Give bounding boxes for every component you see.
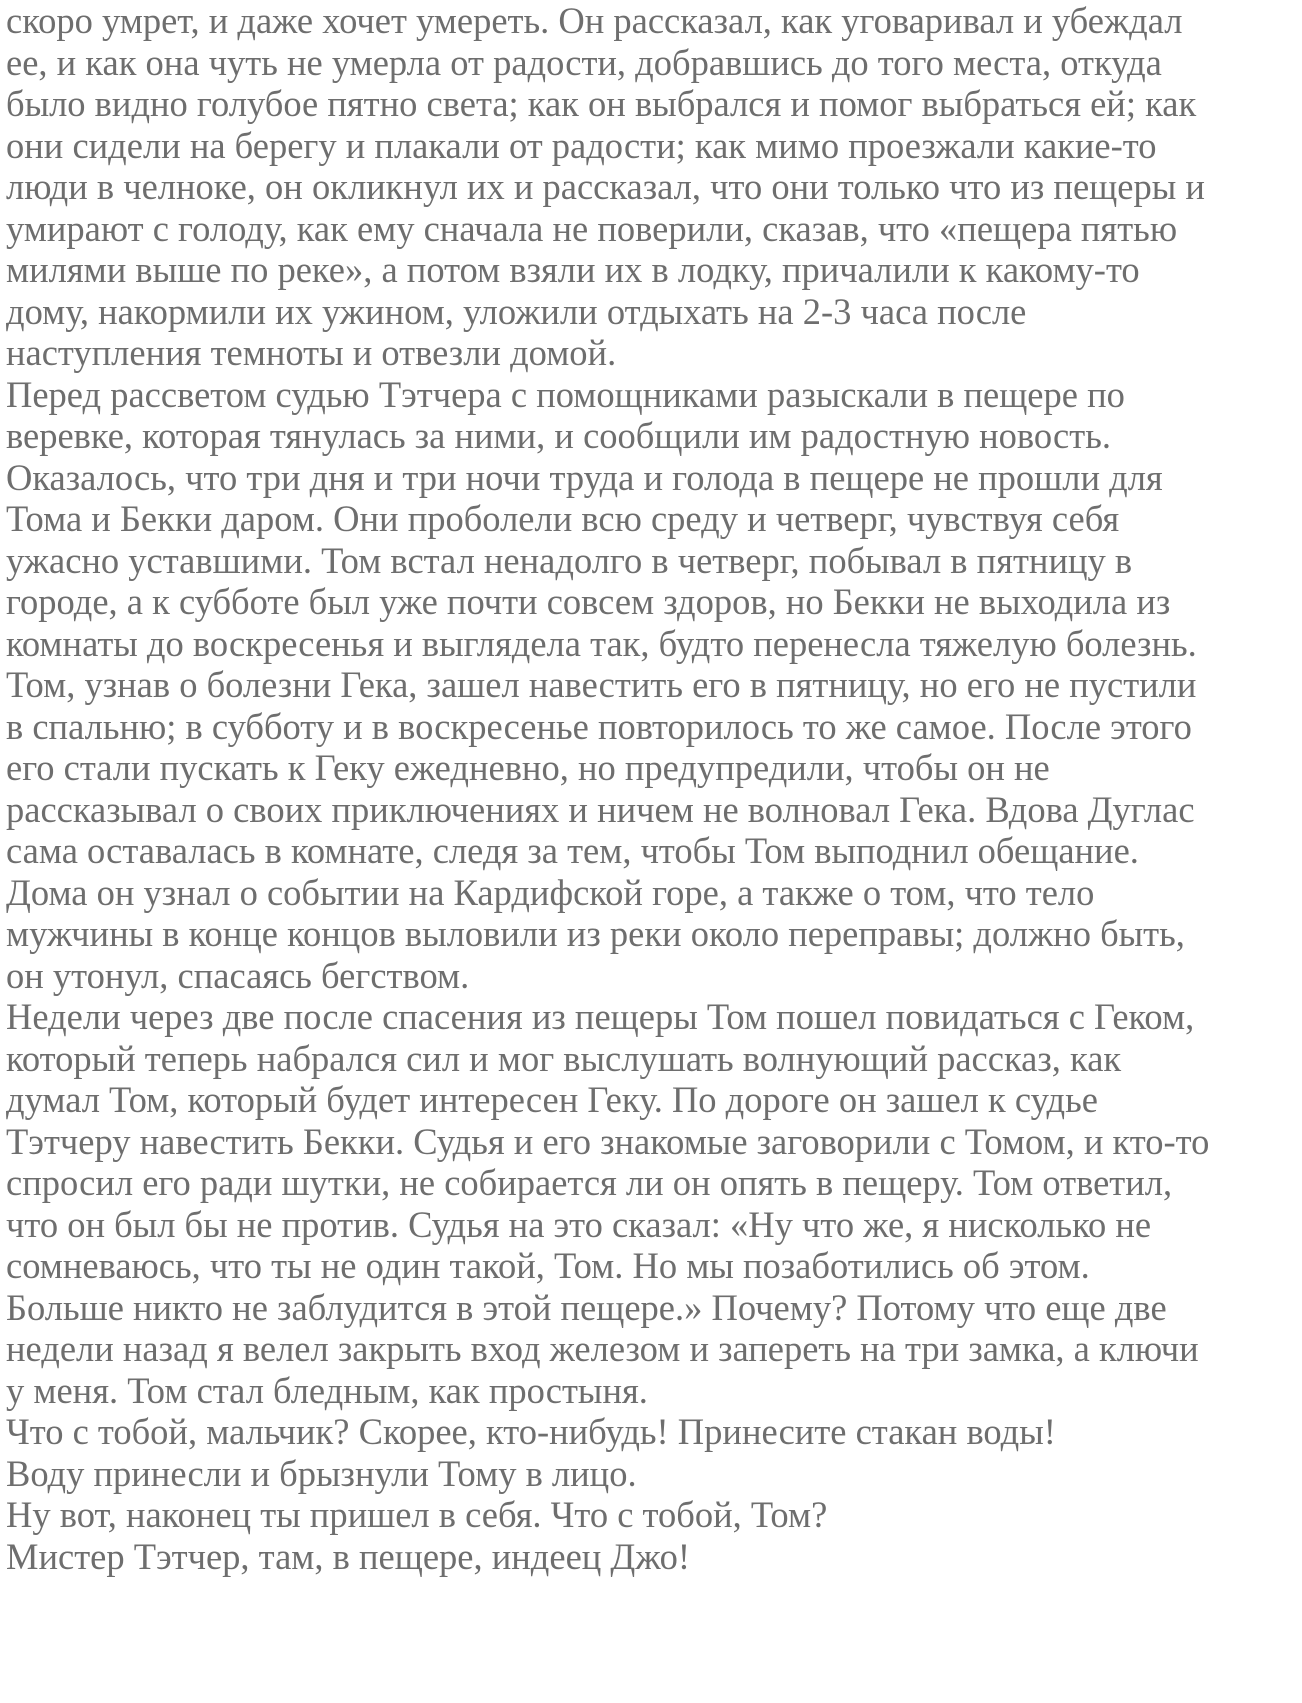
text-line: Ну вот, наконец ты пришел в себя. Что с тобой, Том? <box>6 1494 828 1535</box>
document-page <box>6 0 1296 1577</box>
text-line: сама оставалась в комнате, следя за тем, чтобы Том выподнил обещание. <box>6 830 1139 871</box>
text-line: они сидели на берегу и плакали от радости; как мимо проезжали какие-то <box>6 124 1157 166</box>
text-line: Тэтчеру навестить Бекки. Судья и его знакомые заговорили с Томом, и кто-то <box>6 1120 1210 1162</box>
text-line: Что с тобой, мальчик? Скорее, кто-нибудь! Принесите стакан воды! <box>6 1411 1056 1452</box>
text-line: веревке, которая тянулась за ними, и сообщили им радостную новость. <box>6 415 1111 456</box>
text-line: Тома и Бекки даром. Они проболели всю среду и четверг, чувствуя себя <box>6 498 1120 539</box>
text-line: Мистер Тэтчер, там, в пещере, индеец Джо! <box>6 1535 691 1577</box>
text-line: в спальню; в субботу и в воскресенье повторилось то же самое. После этого <box>6 705 1192 747</box>
text-line: сомневаюсь, что ты не один такой, Том. Но мы позаботились об этом. <box>6 1245 1090 1286</box>
text-line: ее, и как она чуть не умерла от радости, добравшись до того места, откуда <box>6 41 1162 83</box>
text-line: что он был бы не против. Судья на это сказал: «Ну что же, я нисколько не <box>6 1203 1152 1245</box>
text-line: Оказалось, что три дня и три ночи труда и голода в пещере не прошли для <box>6 456 1163 498</box>
text-line: Недели через две после спасения из пещеры Том пошел повидаться с Геком, <box>6 996 1195 1037</box>
text-line: Дома он узнал о событии на Кардифской горе, а также о том, что тело <box>6 871 1095 913</box>
text-line: наступления темноты и отвезли домой. <box>6 332 617 373</box>
text-line: он утонул, спасаясь бегством. <box>6 954 470 996</box>
text-line: скоро умрет, и даже хочет умереть. Он рассказал, как уговаривал и убеждал <box>6 0 1183 41</box>
text-line: у меня. Том стал бледным, как простыня. <box>6 1369 648 1411</box>
text-line: дому, накормили их ужином, уложили отдыхать на 2-3 часа после <box>6 290 1027 332</box>
text-line: спросил его ради шутки, не собирается ли он опять в пещеру. Том ответил, <box>6 1162 1173 1203</box>
text-line: недели назад я велел закрыть вход железом и запереть на три замка, а ключи <box>6 1328 1199 1369</box>
text-line: Том, узнав о болезни Гека, зашел навестить его в пятницу, но его не пустили <box>6 664 1197 705</box>
text-line: который теперь набрался сил и мог выслушать волнующий рассказ, как <box>6 1037 1122 1079</box>
text-line: комнаты до воскресенья и выглядела так, будто перенесла тяжелую болезнь. <box>6 622 1197 664</box>
text-line: умирают с голоду, как ему сначала не поверили, сказав, что «пещера пятью <box>6 207 1178 249</box>
text-line: рассказывал о своих приключениях и ничем не волновал Гека. Вдова Дуглас <box>6 788 1195 830</box>
text-line: люди в челноке, он окликнул их и рассказал, что они только что из пещеры и <box>6 166 1205 207</box>
text-line: Воду принесли и брызнули Тому в лицо. <box>6 1452 637 1494</box>
text-line: ужасно уставшими. Том встал ненадолго в четверг, побывал в пятницу в <box>6 539 1133 581</box>
text-line: было видно голубое пятно света; как он выбрался и помог выбраться ей; как <box>6 83 1197 124</box>
text-line: Больше никто не заблудится в этой пещере.» Почему? Потому что еще две <box>6 1286 1167 1328</box>
text-line: городе, а к субботе был уже почти совсем здоров, но Бекки не выходила из <box>6 581 1171 622</box>
text-line: думал Том, который будет интересен Геку. По дороге он зашел к судье <box>6 1079 1098 1120</box>
text-line: мужчины в конце концов выловили из реки около переправы; должно быть, <box>6 913 1185 954</box>
text-line: милями выше по реке», а потом взяли их в лодку, причалили к какому-то <box>6 249 1140 290</box>
text-line: Перед рассветом судью Тэтчера с помощниками разыскали в пещере по <box>6 373 1125 415</box>
text-line: его стали пускать к Геку ежедневно, но предупредили, чтобы он не <box>6 747 1050 788</box>
